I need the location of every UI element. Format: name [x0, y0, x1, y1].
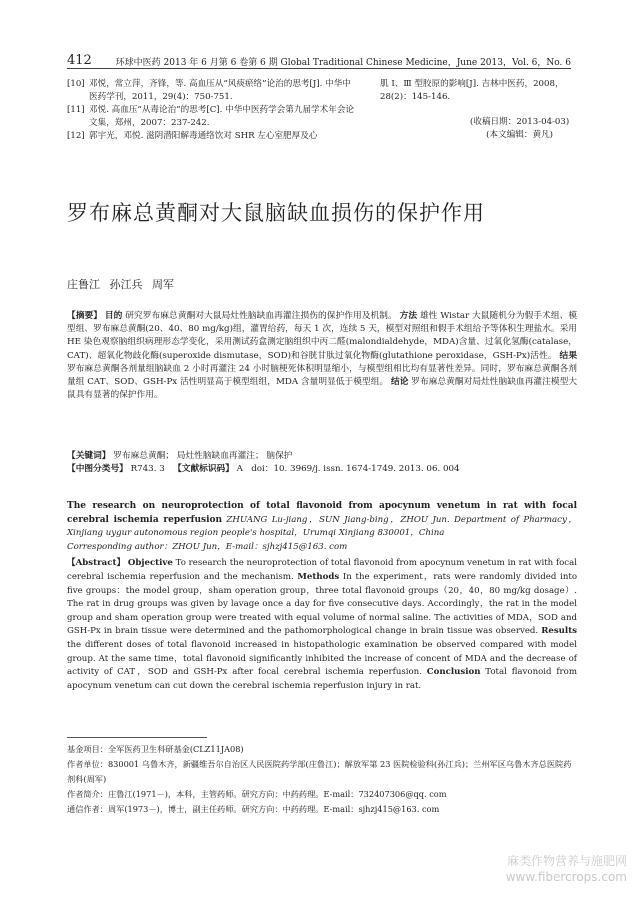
footnote-rule [67, 737, 207, 738]
classification: 【中图分类号】 R743. 3 【文献标识码】 A doi：10. 3969/j. issn. 1674-1749. 2013. 06. 004 [67, 464, 460, 475]
footnote-item: 作者简介：庄鲁江(1971－)，本科，主管药师。研究方向：中药药理。E-mail：732407306@qq. com [67, 789, 447, 799]
reference-item: [10] 邓悦，常立萍，齐锋，等. 高血压从“风痰瘀络”论治的思考[J]. 中华中医药学刊，2011，29(4)：750-751. [67, 79, 351, 102]
reference-item: [11] 邓悦. 高血压“从毒论治”的思考[C]. 中华中医药学会第九届学术年会论文集，郑州，2007：237-242. [67, 105, 355, 128]
footnote-item: 作者单位：830001 乌鲁木齐，新疆维吾尔自治区人民医院药学部(庄鲁江)；解放军第 23 医院检验科(孙江兵)；兰州军区乌鲁木齐总医院药剂科(周军) [67, 759, 572, 784]
paper-title: 罗布麻总黄酮对大鼠脑缺血损伤的保护作用 [67, 201, 485, 225]
reference-continuation: 肌 Ⅰ、Ⅲ 型胶原的影响[J]. 吉林中医药，2008，28(2)：145-146. [380, 79, 564, 102]
page-number: 412 [67, 53, 92, 68]
running-title: 环球中医药 2013 年 6 月第 6 卷第 6 期 Global Traditional Chinese Medicine，June 2013，Vol. 6，No. 6 [115, 58, 571, 68]
header-rule [67, 68, 571, 69]
corresponding-author: Corresponding author：ZHOU Jun，E-mail：sjhzj415@163. com [67, 541, 348, 552]
reference-item: [12] 郭宇光，邓悦. 滋阴潜阳解毒通络饮对 SHR 左心室肥厚及心 [67, 131, 318, 141]
footnote-item: 通信作者：周军(1973－)，博士，副主任药师。研究方向：中药药理。E-mail：sjhzj415@163. com [67, 804, 440, 814]
reference-list [67, 78, 357, 143]
abstract-cn: 【摘要】 目的 研究罗布麻总黄酮对大鼠局灶性脑缺血再灌注损伤的保护作用及机制。 方法 雄性 Wistar 大鼠随机分为假手术组、模型组、罗布麻总黄酮(20、40、80 mg/kg)组，灌胃给药，每天 1 次，连续 5 天，模型对照组和假手术组给予等体积生理盐水。采用 HE 染色观察脑组织病理形态学变化，采用测试药盒测定脑组织中丙二醛(malondialdehyde，MDA)含量、过氧化氢酶(catalase，CAT)、超氧化物歧化酶(superoxide dismutase，SOD)和谷胱甘肽过氧化物酶(glutathione peroxidase，GSH-Px)活性。 结果 罗布麻总黄酮各剂量组脑缺血 2 小时再灌注 24 小时脑梗死体积明显缩小，与模型组相比均有显著性差异。同时，罗布麻总黄酮各剂量组 CAT、SOD、GSH-Px 活性明显高于模型组组，MDA 含量明显低于模型组。 结论 罗布麻总黄酮对局灶性脑缺血再灌注模型大鼠具有显著的保护作用。 [67, 311, 578, 401]
footnotes [67, 742, 577, 817]
english-title: The research on neuroprotection of total flavonoid from apocynum venetum in rat with focal cerebral ischemia reperfusion [67, 501, 577, 525]
keywords: 【关键词】 罗布麻总黄酮； 局灶性脑缺血再灌注； 脑保护 【中图分类号】 R743. 3 【文献标识码】 A doi：10. 3969/j. issn. 1674-1749. 2013. 06. 004 [67, 450, 577, 476]
english-authors: ZHUANG Lu-jiang，SUN Jiang-bing，ZHOU Jun. Department of Pharmacy，Xinjiang uygur autonomous region people's hospital，Urumqi Xinjiang 830001，China [67, 514, 578, 539]
authors: 庄鲁江 孙江兵 周军 [67, 278, 174, 291]
watermark: 麻类作物营养与施肥网 www.fibercrops.com [505, 854, 627, 884]
received-date: (收稿日期：2013-04-03) (本文编辑：黄凡) [470, 117, 570, 140]
abstract-en: The research on neuroprotection of total flavonoid from apocynum venetum in rat with focal cerebral ischemia reperfusion ZHUANG Lu-jiang，SUN Jiang-bing，ZHOU Jun. Department of Pharmacy，Xinjiang uygur autonomous region people's hospital，Urumqi Xinjiang 830001，China Corresponding author：ZHOU Jun，E-mail：sjhzj415@163. com 【Abstract】 Objective To research the neuroprotection of total flavonoid from apocynum venetum in rat with focal cerebral ischemia reperfusion and the mechanism. Methods In the experiment，rats were randomly divided into five groups：the model group，sham operation group，three total flavonoid groups（20，40，80 mg/kg dosage）. The rat in drug groups was given by lavage once a day for five consecutive days. Accordingly，the rat in the model group and sham operation group were treated with equal volume of normal saline. The activities of MDA，SOD and GSH-Px in brain tissue were determined and the pathomorphological change in brain tissue was observed. Results the different doses of total flavonoid increased in histopathologic examination be observed compared with model group. At the same time，total flavonoid significantly inhibited the increase of concent of MDA and the decrease of activity of CAT，SOD and GSH-Px after focal cerebral ischemia reperfusion. Conclusion Total flavonoid from apocynum venetum can cut down the cerebral ischemia reperfusion injury in rat. [67, 501, 578, 691]
footnote-item: 基金项目：全军医药卫生科研基金(CLZ11JA08) [67, 744, 244, 754]
